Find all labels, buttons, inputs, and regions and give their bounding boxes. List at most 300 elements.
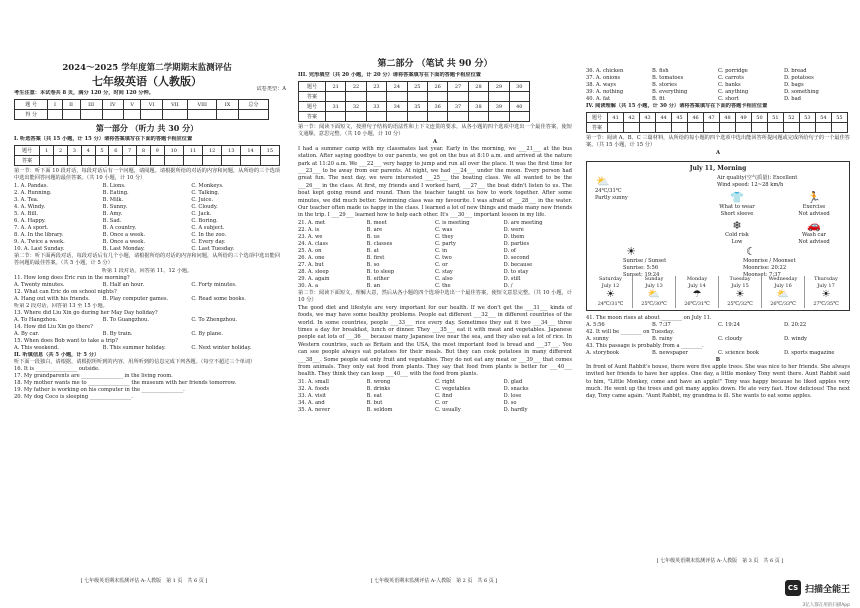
question-stem: 14. How did Liu Xin go there? [14, 323, 93, 330]
part2-title: 第二部分 （笔试 共 90 分） [377, 59, 493, 69]
option: B. an [366, 282, 381, 289]
option: B. seldom [366, 406, 393, 413]
cs-logo-icon: CS [785, 580, 801, 596]
option: D. to stay [503, 268, 529, 275]
option: 30. A. a [298, 282, 319, 289]
option: D. snacks [503, 385, 529, 392]
answer-header-cell: 7 [123, 146, 137, 156]
question-stem: 41. The moon rises at about ________ on July 11. [586, 314, 712, 321]
question-stem: 12. What can Eric do on school nights? [14, 288, 117, 295]
weather-icon: ☀ [821, 289, 831, 301]
answer-header-cell: 34 [387, 102, 407, 112]
forecast-dt: July 16 [774, 282, 792, 289]
answer-header-cell: 46 [688, 113, 704, 123]
answer-cell [468, 112, 488, 122]
answer-header-cell: 53 [799, 113, 815, 123]
answer-cell [704, 123, 720, 133]
option: B. fit [652, 96, 665, 102]
question-stem: 15. When does Bob want to take a trip? [14, 337, 118, 344]
option: D. are meeting [503, 219, 543, 226]
instruction-4: 第一节：阅读 A、B、C 三篇材料，从所给的每小题的四个选项中选出能回答所提问题或完成所给句子的一个最佳答案。（共 15 小题，计 15 分） [586, 135, 850, 149]
option: 5. A. Bill. [14, 210, 39, 217]
answer-header-cell: 29 [489, 82, 509, 92]
score-header-cell: VII [162, 100, 187, 110]
weather-icon: ⛅ [647, 289, 661, 301]
option: C. two [435, 254, 452, 261]
option: C. 19:24 [718, 321, 741, 328]
option: C. carrots [718, 75, 744, 81]
answer-table-2 [298, 81, 530, 122]
answer-cell [799, 123, 815, 133]
answer-header-cell: 44 [656, 113, 672, 123]
answer-header-cell: 11 [183, 146, 202, 156]
score-header-cell: IV [102, 100, 123, 110]
answer-header-cell: 54 [815, 113, 831, 123]
page-2: 第二部分 （笔试 共 90 分） III. 完形填空（共 20 小题，计 20 分）请将答案填写在下面的答题卡相应位置 题号 21 22 23 24 25 26 27 28 29 30 答案 题号 31 32 33 34 35 36 37 38 39 40 答案 第一节：阅读下面短文，按照句子结构的语法性和上下文连贯的要求，从各小题的四个选项中选出一个最佳答案，使短文通顺、意思完整。（共 10 小题，计 10 分） A I had a summer camp with my classmates last year. Early in the morning, we ___21___ at the bus station. After saying goodbye to our parents, we got on the bus at 8:10 a.m. and arrived at the nature park at 11:20 a.m. We ___22___ very happy to jump and run all over the place. It was the first time for ___23___ to be away from our parents. At night, we had ___24___ under the moon. Every person had great fun. The next day, we were interested ___25___ the boating class. We all wanted to be the ___26___ in the class. At first, my friends and I worked hard, ___27___ the boat didn't listen to us. The boat kept going round and round. Then the teacher taught us how to work together. After some minutes, we did much better. Swimming class was my favourite. I was afraid of ___28___ in the water. Our teacher often made us happy in the class. I learned a lot of new things and made many new friends in the trip. I ___29___ learned how to help each other. It's ___30___ important lesson in my life. 21. A. met B. meet C. is meeting D. are meeting 22. A. is B. are C. was D. were 23. A. we B. us C. they D. them 24. A. class B. classes C. party D. parties 25. A. on B. at C. in D. of 26. A. one B. first C. two D. second 27. A. but B. so C. or D. because 28. A. sleep B. to sleep C. stay D. to stay 29. A. again B. either C. also D. still 30. A. a B. an C. the D. / 第二节：阅读下面短文，理解大意，然后从各小题的四个选项中选出一个最佳答案，使短文意思完整。（共 10 小题，计 10 分） The good diet and lifestyle are very important for our health. If we don't get the ___31___ kinds of foods, we may have some healthy problems. People eat different ___32___ in different countries of the world. In some countries, people ___33___ rice every day. Sometimes they eat it two ___34___ three times a day for breakfast, lunch or dinner. They ___35___ eat it with meat and vegetables. Japanese people eat lots of ___36___ because many Japanese live near the sea, and they also eat a lot of rice. In Western countries, such as Britain and the USA, the most important food is bread and ___37___. You can see people always eat potatoes for their meals. But they can cook potatoes in many different ___38___. Some people eat only fruit and vegetables. They do not eat any meat or ___39___ that comes from animals. They only eat food from plants. They say that food from plants is better for ___40___ health. They think they can keep ___40___ with the food from plants. 31. A. small B. wrong C. right D. glad 32. A. foods B. drinks C. vegetables D. snacks 33. A. visit B. eat C. find D. lose 34. A. and B. but C. or D. so 35. A. never B. seldom C. usually D. hardly [ 七年级英语期末监测评估 A-人教版 第 2 页 共 6 页 ] [288, 0, 580, 608]
option: B. are [366, 226, 383, 233]
answer-cell [222, 156, 241, 166]
answer-table-3 [586, 112, 848, 133]
forecast-tp: 26℃/31℃ [684, 301, 710, 308]
answer-header-cell: 13 [222, 146, 241, 156]
option: D. something [784, 89, 819, 95]
answer-cell [164, 156, 183, 166]
answer-cell [162, 110, 187, 120]
weather-temp: 24℃/31℃ [595, 187, 622, 194]
option: C. Next winter holiday. [191, 344, 252, 351]
option: C. usually [435, 406, 461, 413]
answer-header-cell: 50 [751, 113, 767, 123]
weather-icon: ☀ [606, 289, 615, 301]
forecast-d: Wednesday [768, 276, 798, 283]
option: 36. A. chicken [586, 68, 624, 74]
option: C. is meeting [435, 219, 470, 226]
forecast-day [761, 276, 804, 308]
option: B. Half an hour. [102, 281, 145, 288]
option: C. Last Tuesday. [191, 245, 235, 252]
shirt-icon: 👕 [730, 190, 744, 204]
answer-cell [366, 92, 386, 102]
option: 31. A. small [298, 378, 329, 385]
option: C. right [435, 378, 455, 385]
question-stem: 13. Where did Liu Xin go during her May Day holiday? [14, 309, 158, 316]
instruction-a: 第一节：阅读下面短文，按照句子结构的语法性和上下文连贯的要求，从各小题的四个选项中选出一个最佳答案，使短文通顺、意思完整。（共 10 小题，计 10 分） [298, 124, 572, 138]
page-3 [580, 0, 860, 608]
answer-header-cell: 38 [468, 102, 488, 112]
answer-cell [688, 123, 704, 133]
answer-cell [40, 156, 54, 166]
forecast-dt: July 14 [688, 282, 706, 289]
option: B. Once a week. [102, 231, 146, 238]
questions-41-43 [586, 315, 850, 357]
option: 23. A. we [298, 233, 323, 240]
cold-risk-icon: ❄ [732, 218, 742, 232]
option: C. Monkeys. [191, 182, 224, 189]
option: C. also [435, 275, 453, 282]
option: 26. A. one [298, 254, 325, 261]
answer-cell [150, 156, 164, 166]
option: D. bad [784, 96, 802, 102]
page-1 [0, 0, 288, 608]
option: 29. A. again [298, 275, 330, 282]
passage-b-reading: In front of Aunt Rabbit's house, there were five apple trees. She was nice to her friends. She always invited her friends to have her apples. One day, a little monkey Tony went there. Aunt Rabbit said to him, "Little Monkey, come and have an apple!" Tony was happy because he liked apples very much. He went up the trees and got many apples down. He ate very fast. How delicious! The next day, Tony came again. "Aunt Rabbit, my grandma is ill. She wants to eat some apples. [586, 363, 850, 400]
section4-title: IV. 阅读理解（共 15 小题，计 30 分）请将答案填写在下面的答题卡相应位置 [586, 103, 768, 109]
answer-cell [54, 156, 68, 166]
option: B. at [366, 247, 379, 254]
answer-cell [468, 92, 488, 102]
option: D. 20:22 [784, 321, 807, 328]
answer-cell [137, 156, 151, 166]
option: D. hardly [503, 406, 528, 413]
option: 8. A. In the library. [14, 231, 64, 238]
question-stem: 11. How long does Eric run in the morning? [14, 274, 130, 281]
option: C. Every day. [191, 238, 226, 245]
option: B. meet [366, 219, 387, 226]
option: 7. A. A sport. [14, 224, 49, 231]
option: A. To Hangzhou. [14, 316, 58, 323]
scanner-logo: CS 扫描全能王 [785, 580, 850, 596]
option: 10. A. Last Sunday. [14, 245, 65, 252]
option: B. everything [652, 89, 688, 95]
option: 2. A. Running. [14, 189, 52, 196]
forecast-dt: July 17 [817, 282, 835, 289]
answer-header-cell: 28 [468, 82, 488, 92]
forecast-tp: 27℃/35℃ [813, 301, 839, 308]
option: D. bags [784, 82, 804, 88]
answer-header-cell: 33 [366, 102, 386, 112]
answer-cell [80, 110, 102, 120]
answer-cell [656, 123, 672, 133]
instruction-2: 第二节：听下面两段对话，每段对话后有几个小题，请根据所给的对话的内容和问题，从所给的三个选项中选出能回答问题的最佳答案。（共 5 小题，计 5 分） [14, 252, 280, 267]
answer-cell [831, 123, 847, 133]
forecast-dt: July 13 [645, 282, 663, 289]
questions-1-10 [14, 183, 280, 253]
weather-cond: Partly sunny [595, 194, 628, 201]
options-31-35 [298, 379, 572, 414]
answer-cell [81, 156, 95, 166]
answer-cell [238, 110, 268, 120]
option: B. so [366, 261, 380, 268]
forecast-d: Sunday [644, 276, 664, 283]
option: C. By plane. [191, 330, 223, 337]
answer-header-cell: 4 [81, 146, 95, 156]
page-3-footer: [ 七年级英语期末监测评估 A-人教版 第 3 页 共 6 页 ] [656, 558, 784, 564]
answer-header-cell: 14 [241, 146, 260, 156]
weather-card: July 11, Morning ⛅ 24℃/31℃ Partly sunny Air quality(空气质量): Excellent Wind speed: 12~28 km/h 👕 What to wear Short sleeve 🏃 Exercise Not advised ❄ Cold risk Low 🚗 Wash car Not advised ☀ Sunrise / Sunset Sunrise: 5:56 Sunset: 19:24 ☾ Moonrise / Moonset Moonrise: 20:22 Moonset: 7:37 Saturday July 12 ☀ 24℃/31℃ Sunday July 13 ⛅ 25℃/30℃ Monday July 14 ☂ 26℃/31℃ Tuesday July 15 ☀ 25℃/32℃ Wednesday July 16 ⛅ 26℃/33℃ Thursday July 17 ☀ 27℃/35℃ [586, 161, 850, 311]
answer-header-cell: 题号 [15, 146, 40, 156]
forecast-day [718, 276, 761, 308]
answer-cell [751, 123, 767, 133]
answer-cell [95, 156, 109, 166]
answer-header-cell: 52 [783, 113, 799, 123]
answer-cell [427, 112, 447, 122]
answer-header-cell: 3 [67, 146, 81, 156]
answer-header-cell: 26 [427, 82, 447, 92]
wind-speed: Wind speed: 12~28 km/h [717, 181, 784, 188]
option: 6. A. Happy. [14, 217, 46, 224]
answer-header-cell: 31 [325, 102, 345, 112]
fill-item: 18. My mother wants me to ________________ the museum with her friends tomorrow. [14, 380, 237, 387]
answer-cell [203, 156, 222, 166]
option: B. rainy [652, 335, 673, 342]
answer-cell [489, 92, 509, 102]
answer-header-cell: 49 [735, 113, 751, 123]
option: B. Sunny. [102, 203, 128, 210]
answer-header-cell: 39 [489, 102, 509, 112]
weather-date: July 11, Morning [689, 164, 747, 172]
answer-cell [366, 112, 386, 122]
option: C. or [435, 261, 448, 268]
answer-cell [325, 92, 345, 102]
option: B. A country. [102, 224, 137, 231]
page-1-footer: [ 七年级英语期末监测评估 A-人教版 第 1 页 共 6 页 ] [80, 578, 208, 584]
option: C. vegetables [435, 385, 471, 392]
score-header-cell: III [80, 100, 102, 110]
option: D. glad [503, 378, 523, 385]
option: A. Hang out with his friends. [14, 295, 90, 302]
option: A. storybook [586, 349, 620, 356]
answer-header-cell: 37 [448, 102, 468, 112]
exam-title: 2024～2025 学年度第二学期期末监测评估 [62, 63, 232, 73]
forecast-d: Thursday [814, 276, 838, 283]
answer-header-cell: 5 [95, 146, 109, 156]
option: D. them [503, 233, 525, 240]
answer-cell [448, 112, 468, 122]
option: C. anything [718, 89, 749, 95]
option: C. Talking. [191, 189, 220, 196]
answer-cell [109, 156, 123, 166]
option: B. By train. [102, 330, 133, 337]
fill-item: 20. My dog Coco is sleeping ________________. [14, 394, 133, 401]
option: D. still [503, 275, 521, 282]
option: C. the [435, 282, 451, 289]
option: C. party [435, 240, 456, 247]
option: 28. A. sleep [298, 268, 329, 275]
answer-cell [427, 92, 447, 102]
option: B. to sleep [366, 268, 395, 275]
answer-header-cell: 55 [831, 113, 847, 123]
score-header-cell: II [62, 100, 80, 110]
answer-cell [767, 123, 783, 133]
weather-icon: ⛅ [776, 289, 790, 301]
answer-cell [123, 110, 140, 120]
option: B. Last Monday. [102, 245, 145, 252]
answer-header-cell: 40 [509, 102, 529, 112]
option: 33. A. visit [298, 392, 326, 399]
option: B. Sad. [102, 217, 122, 224]
answer-cell [102, 110, 123, 120]
option: 32. A. foods [298, 385, 330, 392]
air-quality: Air quality(空气质量): Excellent [717, 174, 798, 181]
partly-sunny-icon: ⛅ [596, 174, 610, 188]
option: D. sports magazine [784, 349, 835, 356]
option: D. / [503, 282, 513, 289]
answer-header-cell: 题号 [299, 82, 326, 92]
option: B. classes [366, 240, 393, 247]
option: C. Boring. [191, 217, 218, 224]
questions-11-15 [14, 275, 280, 352]
answer-header-cell: 41 [608, 113, 624, 123]
option: B. Milk. [102, 196, 124, 203]
answer-header-cell: 15 [260, 146, 279, 156]
answer-header-cell: 9 [150, 146, 164, 156]
part1-title: 第一部分 （听力 共 30 分） [95, 123, 199, 133]
answer-cell [720, 123, 736, 133]
option: C. stay [435, 268, 453, 275]
question-stem: 42. It will be ________ on Tuesday. [586, 328, 675, 335]
answer-cell [241, 156, 260, 166]
car-icon: 🚗 [807, 218, 821, 232]
answer-cell [217, 110, 238, 120]
row-label: 答案 [299, 112, 326, 122]
page-2-footer: [ 七年级英语期末监测评估 A-人教版 第 2 页 共 6 页 ] [370, 578, 498, 584]
exam-note: 考生注意：本试卷共 8 页，满分 120 分，时间 120 分钟。 [14, 90, 154, 96]
option: D. so [503, 399, 517, 406]
forecast-day [804, 276, 847, 308]
answer-header-cell: 36 [427, 102, 447, 112]
instruction-2b: 听第 1 段对话，回答第 11、12 小题。 [101, 267, 193, 274]
answer-cell [407, 112, 427, 122]
score-header-cell: I [48, 100, 62, 110]
answer-header-cell: 题号 [587, 113, 608, 123]
option: C. cloudy [718, 335, 743, 342]
option: B. but [366, 399, 383, 406]
answer-header-cell: 51 [767, 113, 783, 123]
options-36-40 [586, 68, 850, 103]
option: 37. A. onions [586, 75, 621, 81]
score-header-cell: 总分 [238, 100, 268, 110]
option: C. science book [718, 349, 760, 356]
passage-b: The good diet and lifestyle are very important for our health. If we don't get the ___31___ kinds of foods, we may have some healthy problems. People eat different ___32___ in different countries of the world. In some countries, people ___33___ rice every day. Sometimes they eat it two ___34___ three times a day for breakfast, lunch or dinner. They ___35___ eat it with meat and vegetables. Japanese people eat lots of ___36___ because many Japanese live near the sea, and they also eat a lot of rice. In Western countries, such as Britain and the USA, the most important food is bread and ___37___. You can see people always eat potatoes for their meals. But they can cook potatoes in many different ___38___. Some people eat only fruit and vegetables. They do not eat any meat or ___39___ that comes from animals. They only eat food from plants. They say that food from plants is better for ___40___ health. They think they can keep ___40___ with the food from plants. [298, 304, 572, 378]
weather-icon: ☂ [692, 289, 702, 301]
option: D. were [503, 226, 524, 233]
answer-cell [735, 123, 751, 133]
option: B. stories [652, 82, 677, 88]
answer-header-cell: 35 [407, 102, 427, 112]
option: C. short [718, 96, 739, 102]
forecast-dt: July 15 [731, 282, 749, 289]
answer-cell [448, 92, 468, 102]
fill-in-list [14, 366, 280, 401]
answer-cell [624, 123, 640, 133]
answer-cell [509, 112, 529, 122]
answer-cell [183, 156, 202, 166]
option: D. windy [784, 335, 807, 342]
score-header-cell: VIII [188, 100, 217, 110]
answer-cell [67, 156, 81, 166]
label-a: A [715, 149, 721, 156]
moon-icon: ☾ [746, 244, 756, 258]
option: 3. A. Tea. [14, 196, 39, 203]
option: C. porridge [718, 68, 748, 74]
passage-a: I had a summer camp with my classmates last year. Early in the morning, we ___21___ at the bus station. After saying goodbye to our parents, we got on the bus at 8:10 a.m. and arrived at the nature park at 11:20 a.m. We ___22___ very happy to jump and run all over the place. It was the first time for ___23___ to be away from our parents. At night, we had ___24___ under the moon. Every person had great fun. The next day, we were interested ___25___ the boating class. We all wanted to be the ___26___ in the class. At first, my friends and I worked hard, ___27___ the boat didn't listen to us. The boat kept going round and round. Then the teacher taught us how to work together. After some minutes, we did much better. Swimming class was my favourite. I was afraid of ___28___ in the water. Our teacher often made us happy in the class. I learned a lot of new things and made many new friends in the trip. I ___29___ learned how to help each other. It's ___30___ important lesson in my life. [298, 145, 572, 219]
option: A. Twenty minutes. [14, 281, 65, 288]
answer-cell [48, 110, 62, 120]
answer-cell [509, 92, 529, 102]
option: 4. A. Windy. [14, 203, 46, 210]
answer-cell [672, 123, 688, 133]
forecast-tp: 24℃/31℃ [597, 301, 624, 308]
option: C. find [435, 392, 453, 399]
answer-cell [346, 112, 366, 122]
option: B. fish [652, 68, 669, 74]
forecast-day [632, 276, 675, 308]
option: A. This weekend. [14, 344, 59, 351]
section1-title: I. 听选答案（共 15 小题，计 15 分）请将答案填写在下面的答题卡相应位置 [14, 136, 193, 142]
option: 34. A. and [298, 399, 325, 406]
answer-cell [407, 92, 427, 102]
option: B. wrong [366, 378, 391, 385]
option: 38. A. ways [586, 82, 617, 88]
sun-icon: ☀ [626, 244, 636, 258]
answer-header-cell: 32 [346, 102, 366, 112]
option: C. Jack. [191, 210, 212, 217]
option: B. Amy. [102, 210, 123, 217]
answer-cell [188, 110, 217, 120]
score-header-cell: 题 号 [15, 100, 48, 110]
forecast-day [589, 276, 632, 308]
option: C. A subject. [191, 224, 225, 231]
option: D. lose [503, 392, 522, 399]
option: C. or [435, 399, 448, 406]
option: D. bread [784, 68, 807, 74]
answer-cell [346, 92, 366, 102]
option: C. Juice. [191, 196, 214, 203]
answer-header-cell: 48 [720, 113, 736, 123]
option: B. newspaper [652, 349, 688, 356]
option: A. 5:56 [586, 321, 605, 328]
answer-header-cell: 23 [366, 82, 386, 92]
answer-cell [387, 112, 407, 122]
answer-header-cell: 43 [640, 113, 656, 123]
score-header-cell: VI [141, 100, 162, 110]
forecast-day [675, 276, 718, 308]
score-header-cell: IX [217, 100, 238, 110]
answer-cell [783, 123, 799, 133]
answer-header-cell: 6 [109, 146, 123, 156]
forecast-dt: July 12 [601, 282, 620, 289]
instruction-3: 听下面一段独白，请根据，请根据所听到的内容，用所听到的信息完成下列各题。（每空不超过三个单词） [14, 358, 256, 365]
option: D. because [503, 261, 533, 268]
option: C. To Zhengzhou. [191, 316, 238, 323]
answer-cell [608, 123, 624, 133]
option: 39. A. nothing [586, 89, 624, 95]
option: C. in [435, 247, 448, 254]
answer-table-1 [14, 145, 280, 166]
option: 22. A. is [298, 226, 320, 233]
option: B. Eating. [102, 189, 129, 196]
answer-header-cell: 25 [407, 82, 427, 92]
option: B. Play computer games. [102, 295, 169, 302]
row-label: 答案 [587, 123, 608, 133]
fill-item: 19. My father is working on his computer in the ________________. [14, 387, 185, 394]
option: C. Cloudy. [191, 203, 218, 210]
forecast-d: Saturday [598, 276, 623, 283]
section2-title: II. 听填信息（共 5 小题，计 5 分） [14, 351, 100, 358]
option: B. 7:37 [652, 321, 671, 328]
option: 40. A. fat [586, 96, 611, 102]
option: B. To Guangzhou. [102, 316, 150, 323]
answer-cell [141, 110, 162, 120]
label-b: B [715, 356, 721, 363]
answer-header-cell: 21 [325, 82, 345, 92]
fill-item: 16. It is ________________ outside. [14, 366, 100, 373]
option: A. sunny [586, 335, 609, 342]
option: D. second [503, 254, 530, 261]
forecast-d: Monday [686, 276, 708, 283]
option: C. Forty minutes. [191, 281, 237, 288]
forecast-row [589, 276, 847, 308]
